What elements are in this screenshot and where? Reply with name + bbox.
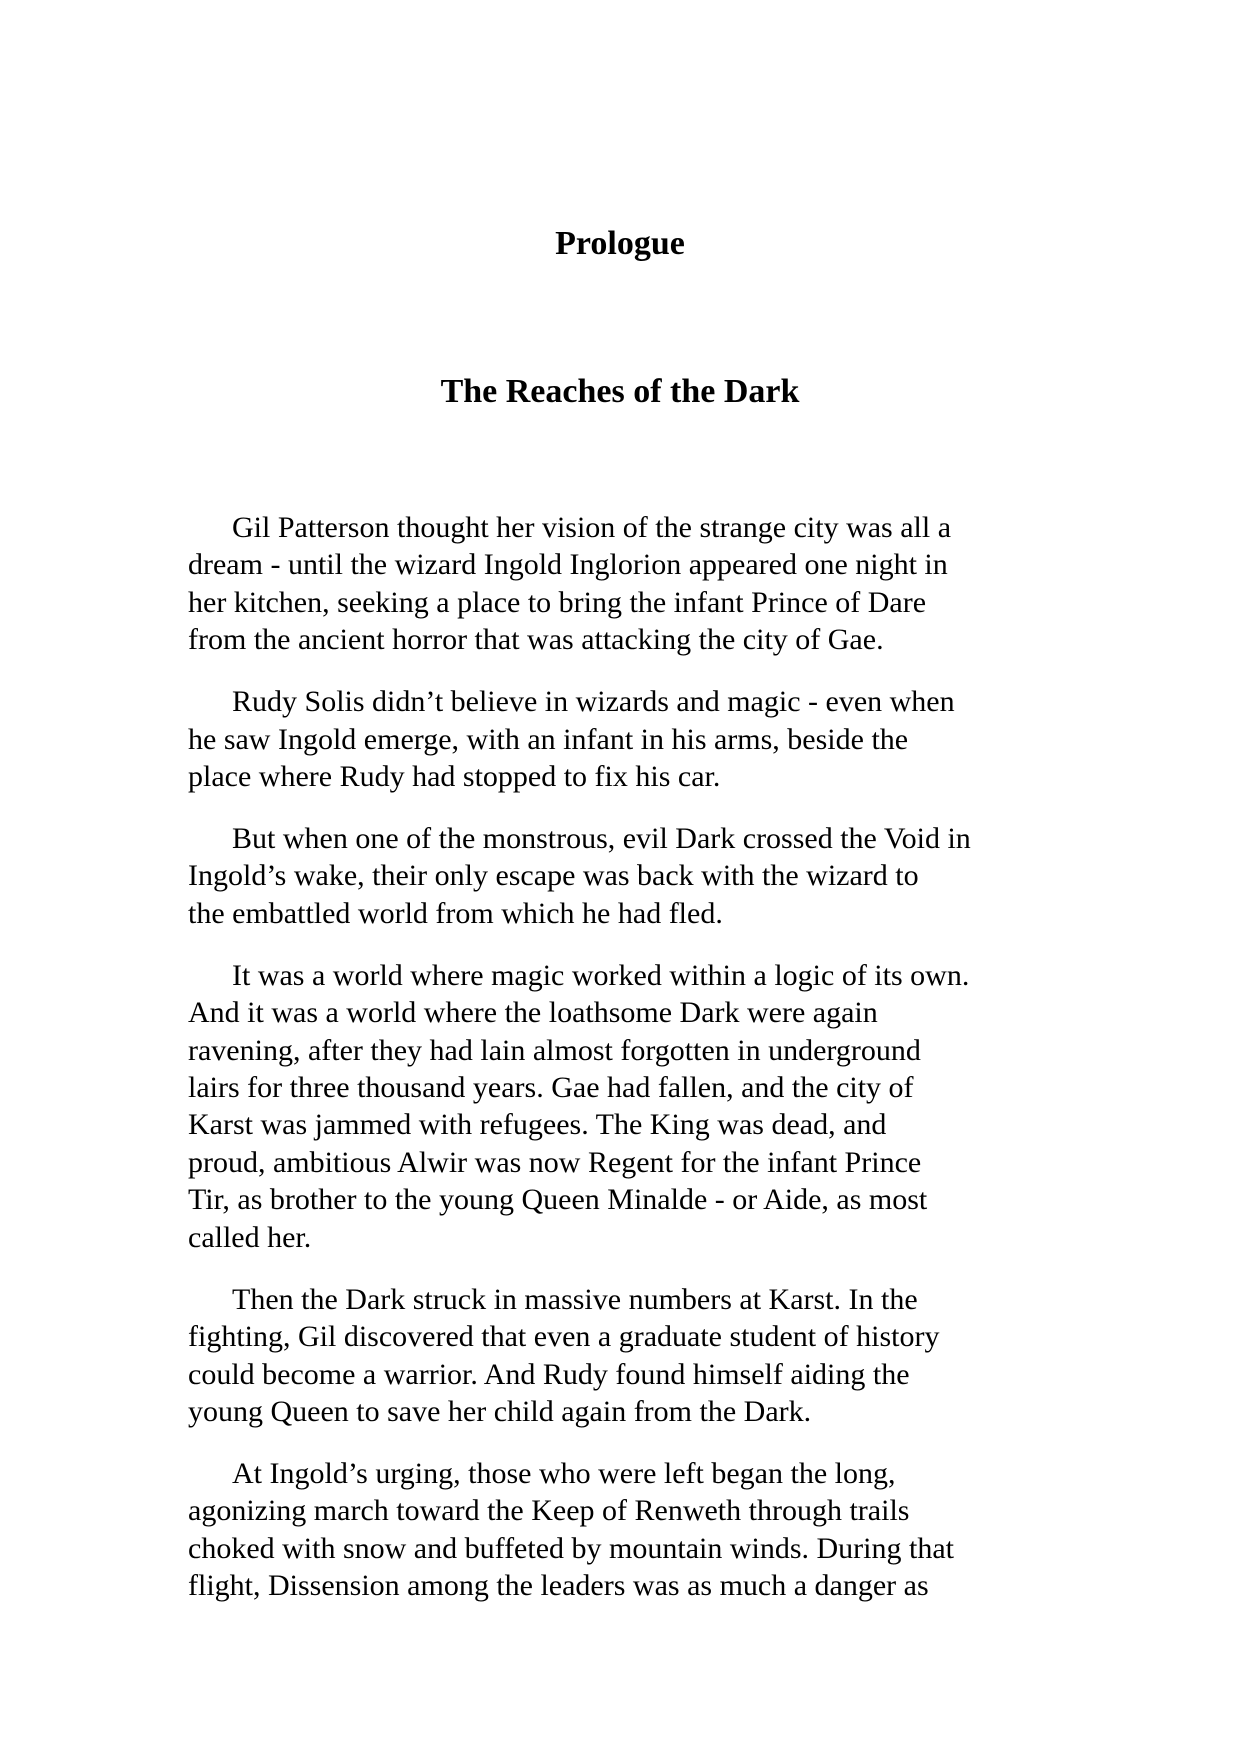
body-text: [188, 509, 1072, 1605]
text-line: But when one of the monstrous, evil Dark crossed the Void in: [232, 822, 971, 856]
text-line: Gil Patterson thought her vision of the strange city was all a: [232, 511, 952, 544]
text-line: Tir, as brother to the young Queen Minalde - or Aide, as most: [188, 1183, 928, 1217]
text-line: It was a world where magic worked within a logic of its own.: [232, 958, 970, 992]
paragraph: [188, 957, 1072, 1256]
paragraph: [188, 1281, 1072, 1431]
text-line: fighting, Gil discovered that even a graduate student of history: [188, 1320, 940, 1354]
text-line: lairs for three thousand years. Gae had fallen, and the city of: [188, 1071, 914, 1105]
text-line: Karst was jammed with refugees. The King was dead, and: [188, 1108, 887, 1142]
text-line: proud, ambitious Alwir was now Regent for the infant Prince: [188, 1145, 922, 1179]
text-line: choked with snow and buffeted by mountain winds. During that: [188, 1531, 954, 1565]
text-line: from the ancient horror that was attacking the city of Gae.: [188, 623, 884, 657]
paragraph: [188, 1455, 1072, 1605]
text-line: called her.: [188, 1220, 312, 1254]
text-line: agonizing march toward the Keep of Renweth through trails: [188, 1494, 910, 1528]
text-line: he saw Ingold emerge, with an infant in his arms, beside the: [188, 722, 909, 756]
chapter-heading: Prologue: [555, 225, 685, 262]
paragraph: [188, 509, 1072, 659]
text-line: At Ingold’s urging, those who were left began the long,: [232, 1456, 896, 1490]
text-line: Ingold’s wake, their only escape was back with the wizard to: [188, 859, 919, 893]
paragraph: [188, 820, 1072, 932]
text-line: could become a warrior. And Rudy found himself aiding the: [188, 1357, 910, 1391]
text-line: the embattled world from which he had fled.: [188, 896, 723, 930]
text-line: place where Rudy had stopped to fix his car.: [188, 760, 721, 794]
text-line: And it was a world where the loathsome Dark were again: [188, 996, 878, 1030]
text-line: her kitchen, seeking a place to bring the infant Prince of Dare: [188, 585, 927, 619]
text-line: Then the Dark struck in massive numbers at Karst. In the: [232, 1282, 918, 1316]
text-line: dream - until the wizard Ingold Inglorion appeared one night in: [188, 548, 948, 582]
text-line: young Queen to save her child again from the Dark.: [188, 1394, 812, 1428]
text-line: Rudy Solis didn’t believe in wizards and magic - even when: [232, 685, 955, 719]
section-title: The Reaches of the Dark: [440, 373, 800, 410]
text-line: flight, Dissension among the leaders was as much a danger as: [188, 1569, 929, 1603]
paragraph: [188, 683, 1072, 795]
text-line: ravening, after they had lain almost forgotten in underground: [188, 1033, 921, 1067]
